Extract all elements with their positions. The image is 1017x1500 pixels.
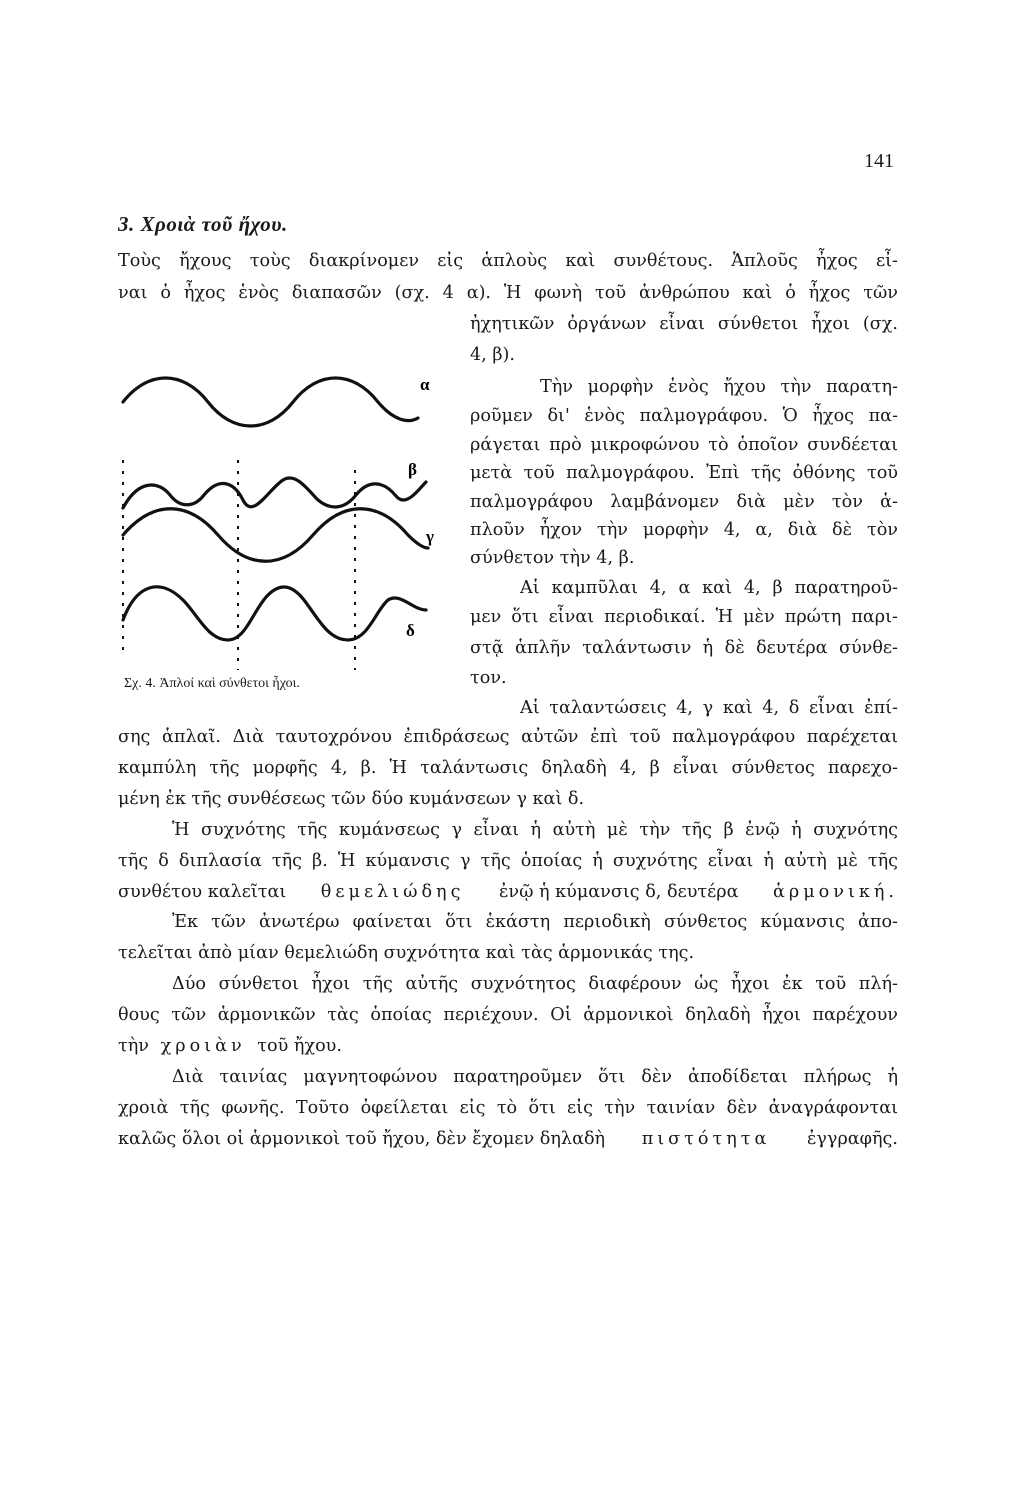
text-span: καλῶς ὅλοι οἱ ἁρμονικοὶ τοῦ ἤχου, δὲν ἔχομεν δηλαδὴ xyxy=(118,1129,606,1149)
text-line: Δύο σύνθετοι ἦχοι τῆς αὐτῆς συχνότητος διαφέρουν ὡς ἦχοι ἐκ τοῦ πλή- xyxy=(172,974,898,994)
section-title: 3. Χροιὰ τοῦ ἤχου. xyxy=(118,212,288,236)
text-line: καμπύλη τῆς μορφῆς 4, β. Ἡ ταλάντωσις δηλαδὴ 4, β εἶναι σύνθετος παρεχο- xyxy=(118,758,898,778)
text-line xyxy=(118,884,898,902)
text-line: τελεῖται ἀπὸ μίαν θεμελιώδη συχνότητα καὶ τὰς ἁρμονικάς της. xyxy=(118,943,695,963)
wave-beta xyxy=(123,478,426,508)
text-span: ἐγγραφῆς. xyxy=(806,1129,898,1149)
emphasis-term: πιστότητα xyxy=(641,1129,771,1149)
text-line: τον. xyxy=(470,668,507,688)
wave-alpha xyxy=(123,378,418,426)
emphasis-term: θεμελιώδης xyxy=(320,882,465,902)
text-line: παλμογράφου λαμβάνομεν διὰ μὲν τὸν ἁ- xyxy=(470,492,898,512)
text-span: τὴν xyxy=(118,1036,149,1056)
text-line: Ἐκ τῶν ἀνωτέρω φαίνεται ὅτι ἑκάστη περιοδικὴ σύνθετος κύμανσις ἀπο- xyxy=(172,912,898,932)
text-line: σύνθετον τὴν 4, β. xyxy=(470,548,635,568)
text-line: μένη ἐκ τῆς συνθέσεως τῶν δύο κυμάνσεων γ καὶ δ. xyxy=(118,789,585,809)
text-line: Αἱ ταλαντώσεις 4, γ καὶ 4, δ εἶναι ἐπί- xyxy=(520,698,898,718)
text-line: θους τῶν ἁρμονικῶν τὰς ὁποίας περιέχουν. Οἱ ἁρμονικοὶ δηλαδὴ ἦχοι παρέχουν xyxy=(118,1005,898,1025)
waveform-diagram xyxy=(108,360,438,680)
text-line: μετὰ τοῦ παλμογράφου. Ἐπὶ τῆς ὀθόνης τοῦ xyxy=(470,463,898,483)
text-line: σης ἁπλαῖ. Διὰ ταυτοχρόνου ἐπιδράσεως αὐτῶν ἐπὶ τοῦ παλμογράφου παρέχεται xyxy=(118,727,898,747)
text-line: μεν ὅτι εἶναι περιοδικαί. Ἡ μὲν πρώτη παρι- xyxy=(470,607,898,627)
text-span: ἐνῷ ἡ κύμανσις δ, δευτέρα xyxy=(498,882,739,902)
text-line xyxy=(118,1038,342,1056)
text-span: τοῦ ἤχου. xyxy=(257,1036,342,1056)
text-line: 4, β). xyxy=(470,345,516,365)
curve-label-alpha: α xyxy=(420,375,430,394)
curve-label-delta: δ xyxy=(406,621,415,640)
emphasis-term: ἁρμονική. xyxy=(773,882,898,902)
text-line: ναι ὁ ἦχος ἑνὸς διαπασῶν (σχ. 4 α). Ἡ φωνὴ τοῦ ἀνθρώπου καὶ ὁ ἦχος τῶν xyxy=(118,283,898,303)
text-span: συνθέτου καλεῖται xyxy=(118,882,287,902)
text-line: Αἱ καμπῦλαι 4, α καὶ 4, β παρατηροῦ- xyxy=(520,578,898,598)
text-line: τῆς δ διπλασία τῆς β. Ἡ κύμανσις γ τῆς ὁποίας ἡ συχνότης εἶναι ἡ αὐτὴ μὲ τῆς xyxy=(118,851,898,871)
wave-gamma xyxy=(123,509,428,562)
text-line: Τὴν μορφὴν ἑνὸς ἤχου τὴν παρατη- xyxy=(540,377,898,397)
curve-label-beta: β xyxy=(408,460,417,479)
wave-delta xyxy=(123,587,426,640)
text-line: ράγεται πρὸ μικροφώνου τὸ ὁποῖον συνδέεται xyxy=(470,435,898,455)
text-line: Ἡ συχνότης τῆς κυμάνσεως γ εἶναι ἡ αὐτὴ μὲ τὴν τῆς β ἐνῷ ἡ συχνότης xyxy=(172,820,898,840)
text-line: ἠχητικῶν ὀργάνων εἶναι σύνθετοι ἦχοι (σχ. xyxy=(470,314,898,334)
figure-caption: Σχ. 4. Ἀπλοί καὶ σύνθετοι ἦχοι. xyxy=(124,676,300,691)
curve-label-gamma: γ xyxy=(426,527,434,546)
text-line: Τοὺς ἤχους τοὺς διακρίνομεν εἰς ἁπλοὺς καὶ συνθέτους. Ἁπλοῦς ἦχος εἶ- xyxy=(118,251,898,271)
emphasis-term: χροιὰν xyxy=(160,1036,246,1056)
text-line: Διὰ ταινίας μαγνητοφώνου παρατηροῦμεν ὅτι δὲν ἀποδίδεται πλήρως ἡ xyxy=(172,1067,898,1087)
text-line: χροιὰ τῆς φωνῆς. Τοῦτο ὀφείλεται εἰς τὸ ὅτι εἰς τὴν ταινίαν δὲν ἀναγράφονται xyxy=(118,1098,898,1118)
page-number: 141 xyxy=(864,150,894,172)
text-line: ροῦμεν δι' ἑνὸς παλμογράφου. Ὁ ἦχος πα- xyxy=(470,406,898,426)
text-line xyxy=(118,1131,898,1149)
text-line: στᾷ ἁπλῆν ταλάντωσιν ἡ δὲ δευτέρα σύνθε- xyxy=(470,638,898,658)
text-line: πλοῦν ἦχον τὴν μορφὴν 4, α, διὰ δὲ τὸν xyxy=(470,520,898,540)
waveform-figure xyxy=(108,360,438,680)
